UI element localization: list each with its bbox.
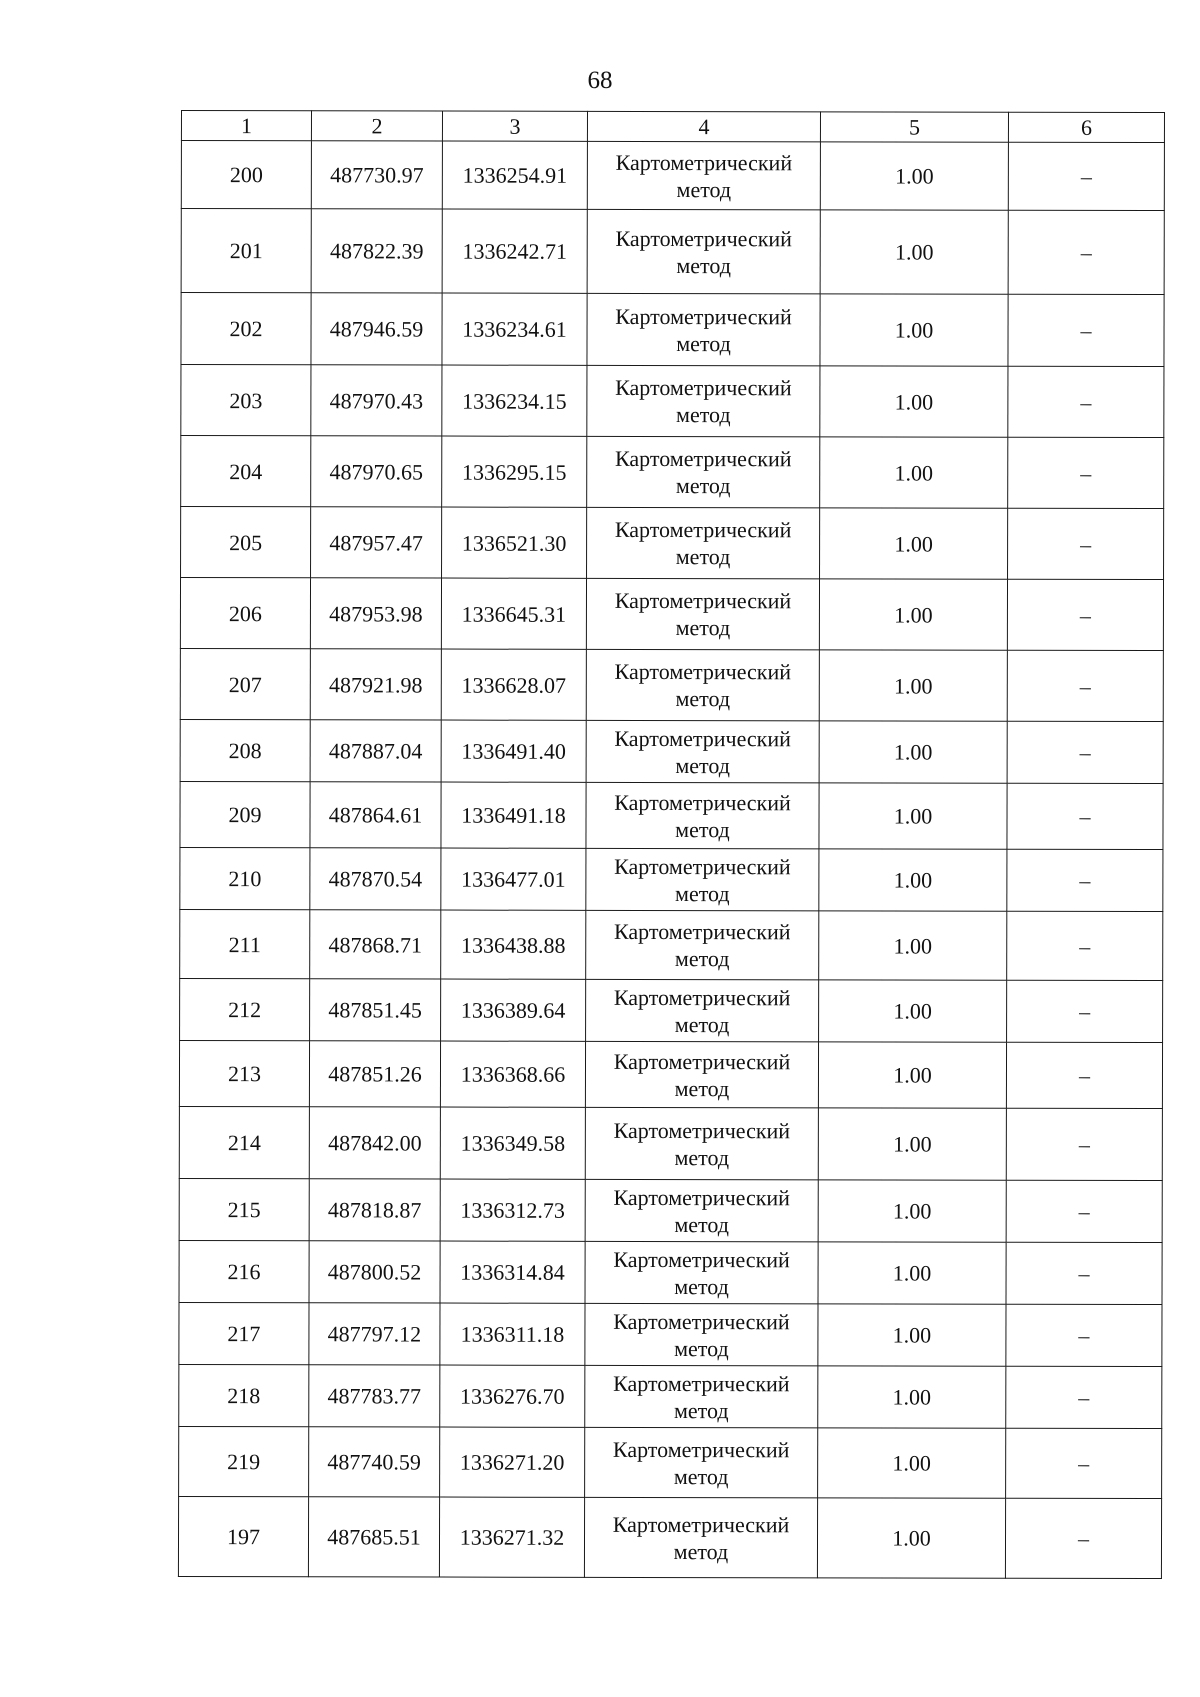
method-line-2: метод	[674, 946, 730, 972]
method-cell	[584, 1497, 817, 1577]
y-coordinate-cell: 1336312.73	[440, 1179, 585, 1241]
accuracy-cell: 1.00	[820, 294, 1008, 366]
method-line-2: метод	[675, 473, 731, 499]
x-coordinate-cell: 487740.59	[309, 1427, 440, 1497]
coordinates-table	[178, 110, 1165, 1579]
method-line-1: Картометрический	[613, 1117, 791, 1143]
method-line-2: метод	[673, 1463, 729, 1489]
method-cell	[587, 365, 820, 436]
method-line-2: метод	[674, 1011, 730, 1037]
method-line-2: метод	[676, 402, 731, 428]
note-cell: –	[1006, 1042, 1162, 1108]
y-coordinate-cell: 1336234.61	[442, 293, 587, 365]
method-line-1: Картометрический	[613, 1308, 790, 1334]
note-cell: –	[1008, 142, 1164, 210]
x-coordinate-cell: 487970.65	[311, 436, 442, 507]
table-row	[179, 1426, 1162, 1498]
point-number-cell: 209	[180, 781, 310, 847]
accuracy-cell: 1.00	[818, 1366, 1006, 1428]
method-cell	[585, 1107, 818, 1179]
x-coordinate-cell: 487818.87	[309, 1179, 440, 1241]
point-number-cell: 218	[179, 1364, 309, 1426]
method-line-1: Картометрический	[615, 374, 792, 401]
table-row	[181, 293, 1164, 367]
method-line-1: Картометрический	[614, 445, 792, 472]
y-coordinate-cell: 1336242.71	[442, 209, 587, 293]
method-line-2: метод	[675, 880, 730, 906]
x-coordinate-cell: 487730.97	[311, 141, 442, 209]
header-col-1: 1	[181, 111, 311, 141]
method-line-1: Картометрический	[615, 303, 792, 329]
y-coordinate-cell: 1336314.84	[440, 1241, 585, 1303]
point-number-cell: 213	[179, 1040, 309, 1106]
point-number-cell: 210	[180, 847, 310, 909]
method-line-2: метод	[673, 1538, 729, 1564]
table-row	[181, 209, 1164, 295]
method-cell	[586, 979, 819, 1041]
method-line-1: Картометрический	[613, 1184, 790, 1210]
table-row	[179, 1040, 1162, 1108]
point-number-cell: 206	[180, 578, 310, 649]
point-number-cell: 203	[181, 365, 311, 436]
x-coordinate-cell: 487783.77	[309, 1365, 440, 1427]
x-coordinate-cell: 487887.04	[310, 720, 441, 782]
note-cell: –	[1007, 911, 1163, 980]
method-cell	[586, 782, 819, 848]
method-cell	[587, 293, 820, 365]
method-cell	[587, 507, 820, 578]
point-number-cell: 215	[179, 1178, 309, 1240]
y-coordinate-cell: 1336271.20	[440, 1427, 585, 1497]
method-line-1: Картометрический	[612, 1436, 790, 1462]
method-line-1: Картометрический	[614, 853, 791, 879]
note-cell: –	[1007, 783, 1163, 849]
method-line-2: метод	[674, 1211, 729, 1237]
method-cell	[586, 910, 819, 979]
x-coordinate-cell: 487685.51	[308, 1497, 439, 1577]
y-coordinate-cell: 1336368.66	[440, 1041, 585, 1107]
x-coordinate-cell: 487842.00	[309, 1107, 440, 1179]
point-number-cell: 217	[179, 1302, 309, 1364]
method-line-2: метод	[674, 1075, 730, 1101]
method-cell	[585, 1041, 818, 1107]
method-cell	[585, 1241, 818, 1303]
point-number-cell: 216	[179, 1240, 309, 1302]
header-row	[181, 111, 1164, 143]
method-line-2: метод	[675, 544, 731, 570]
note-cell: –	[1008, 294, 1164, 366]
method-cell	[586, 578, 819, 649]
accuracy-cell: 1.00	[819, 911, 1007, 980]
note-cell: –	[1007, 980, 1163, 1042]
header-col-3: 3	[442, 111, 587, 141]
table-row	[181, 365, 1164, 438]
point-number-cell: 207	[180, 648, 310, 719]
note-cell: –	[1008, 366, 1164, 437]
note-cell: –	[1007, 579, 1163, 650]
method-line-2: метод	[676, 176, 732, 202]
method-cell	[585, 1365, 818, 1427]
point-number-cell: 214	[179, 1106, 309, 1178]
method-line-1: Картометрический	[613, 1246, 790, 1272]
note-cell: –	[1006, 1108, 1162, 1180]
method-line-1: Картометрический	[613, 1048, 791, 1074]
method-line-1: Картометрический	[614, 516, 792, 543]
y-coordinate-cell: 1336311.18	[440, 1303, 585, 1365]
method-line-2: метод	[674, 1144, 730, 1170]
method-cell	[587, 141, 820, 209]
table-row	[179, 1240, 1162, 1304]
table-row	[180, 648, 1163, 721]
accuracy-cell: 1.00	[818, 1428, 1006, 1498]
method-line-2: метод	[675, 752, 730, 778]
header-col-2: 2	[311, 111, 442, 141]
accuracy-cell: 1.00	[818, 1242, 1006, 1304]
table-row	[180, 909, 1163, 980]
note-cell: –	[1006, 1366, 1162, 1428]
method-line-2: метод	[674, 1335, 729, 1361]
accuracy-cell: 1.00	[820, 437, 1008, 508]
method-line-2: метод	[674, 1273, 729, 1299]
x-coordinate-cell: 487921.98	[310, 649, 441, 720]
method-cell	[587, 436, 820, 507]
method-cell	[585, 1303, 818, 1365]
point-number-cell: 200	[181, 141, 311, 209]
point-number-cell: 208	[180, 719, 310, 781]
table-row	[180, 847, 1163, 911]
accuracy-cell: 1.00	[820, 508, 1008, 579]
point-number-cell: 219	[179, 1426, 309, 1496]
accuracy-cell: 1.00	[819, 980, 1007, 1042]
y-coordinate-cell: 1336477.01	[441, 848, 586, 910]
note-cell: –	[1006, 1428, 1162, 1498]
table-row	[180, 719, 1163, 783]
accuracy-cell: 1.00	[819, 721, 1007, 783]
y-coordinate-cell: 1336628.07	[441, 649, 586, 720]
method-line-1: Картометрический	[615, 149, 793, 175]
method-line-2: метод	[673, 1397, 729, 1423]
method-cell	[586, 720, 819, 782]
table-row	[179, 1106, 1162, 1180]
point-number-cell: 197	[178, 1496, 308, 1576]
y-coordinate-cell: 1336645.31	[441, 578, 586, 649]
y-coordinate-cell: 1336521.30	[442, 507, 587, 578]
point-number-cell: 201	[181, 209, 311, 293]
method-line-2: метод	[676, 252, 731, 278]
method-line-1: Картометрический	[613, 1370, 790, 1396]
x-coordinate-cell: 487946.59	[311, 293, 442, 365]
y-coordinate-cell: 1336271.32	[439, 1497, 584, 1577]
table-row	[180, 781, 1163, 849]
x-coordinate-cell: 487822.39	[311, 209, 442, 293]
table-row	[180, 578, 1163, 651]
note-cell: –	[1005, 1498, 1161, 1578]
method-line-1: Картометрический	[614, 587, 792, 614]
note-cell: –	[1008, 210, 1164, 294]
y-coordinate-cell: 1336491.18	[441, 782, 586, 848]
note-cell: –	[1006, 1180, 1162, 1242]
y-coordinate-cell: 1336491.40	[441, 720, 586, 782]
point-number-cell: 202	[181, 293, 311, 365]
method-cell	[587, 209, 820, 293]
accuracy-cell: 1.00	[820, 142, 1008, 210]
point-number-cell: 211	[180, 909, 310, 978]
table-body	[178, 141, 1164, 1579]
x-coordinate-cell: 487797.12	[309, 1303, 440, 1365]
note-cell: –	[1008, 437, 1164, 508]
note-cell: –	[1006, 1304, 1162, 1366]
accuracy-cell: 1.00	[817, 1498, 1005, 1578]
header-col-5: 5	[820, 112, 1008, 142]
method-line-1: Картометрический	[614, 918, 791, 945]
point-number-cell: 212	[180, 978, 310, 1040]
y-coordinate-cell: 1336349.58	[440, 1107, 585, 1179]
x-coordinate-cell: 487851.45	[310, 979, 441, 1041]
table-row	[178, 1496, 1161, 1578]
method-line-2: метод	[675, 615, 731, 641]
method-line-2: метод	[675, 686, 731, 712]
method-cell	[586, 649, 819, 720]
accuracy-cell: 1.00	[818, 1108, 1006, 1180]
note-cell: –	[1007, 650, 1163, 721]
note-cell: –	[1006, 1242, 1162, 1304]
table-row	[179, 1364, 1162, 1428]
method-cell	[585, 1427, 818, 1497]
method-cell	[586, 848, 819, 910]
x-coordinate-cell: 487957.47	[311, 507, 442, 578]
accuracy-cell: 1.00	[818, 1180, 1006, 1242]
table-row	[180, 978, 1163, 1042]
y-coordinate-cell: 1336254.91	[442, 141, 587, 209]
accuracy-cell: 1.00	[819, 650, 1007, 721]
x-coordinate-cell: 487864.61	[310, 782, 441, 848]
method-line-2: метод	[676, 330, 731, 356]
note-cell: –	[1008, 508, 1164, 579]
method-line-2: метод	[675, 816, 730, 842]
accuracy-cell: 1.00	[819, 579, 1007, 650]
table-row	[181, 507, 1164, 580]
table-row	[181, 436, 1164, 509]
method-cell	[585, 1179, 818, 1241]
header-col-4: 4	[587, 111, 820, 141]
x-coordinate-cell: 487800.52	[309, 1241, 440, 1303]
x-coordinate-cell: 487970.43	[311, 365, 442, 436]
x-coordinate-cell: 487953.98	[310, 578, 441, 649]
accuracy-cell: 1.00	[818, 1304, 1006, 1366]
method-line-1: Картометрический	[613, 984, 791, 1010]
y-coordinate-cell: 1336295.15	[442, 436, 587, 507]
accuracy-cell: 1.00	[820, 210, 1008, 294]
y-coordinate-cell: 1336234.15	[442, 365, 587, 436]
note-cell: –	[1007, 849, 1163, 911]
method-line-1: Картометрический	[614, 725, 791, 751]
table-row	[181, 141, 1164, 211]
accuracy-cell: 1.00	[819, 783, 1007, 849]
y-coordinate-cell: 1336389.64	[441, 979, 586, 1041]
accuracy-cell: 1.00	[819, 849, 1007, 911]
x-coordinate-cell: 487851.26	[309, 1041, 440, 1107]
method-line-1: Картометрический	[614, 789, 791, 815]
accuracy-cell: 1.00	[820, 366, 1008, 437]
point-number-cell: 204	[181, 436, 311, 507]
table-header	[181, 111, 1164, 143]
y-coordinate-cell: 1336276.70	[440, 1365, 585, 1427]
note-cell: –	[1007, 721, 1163, 783]
table-row	[179, 1302, 1162, 1366]
x-coordinate-cell: 487868.71	[310, 910, 441, 979]
accuracy-cell: 1.00	[818, 1042, 1006, 1108]
header-col-6: 6	[1008, 112, 1164, 142]
page-number: 68	[587, 67, 613, 94]
y-coordinate-cell: 1336438.88	[441, 910, 586, 979]
method-line-1: Картометрический	[614, 658, 792, 685]
table-row	[179, 1178, 1162, 1242]
method-line-1: Картометрический	[612, 1511, 790, 1537]
method-line-1: Картометрический	[615, 225, 792, 251]
x-coordinate-cell: 487870.54	[310, 848, 441, 910]
point-number-cell: 205	[181, 507, 311, 578]
